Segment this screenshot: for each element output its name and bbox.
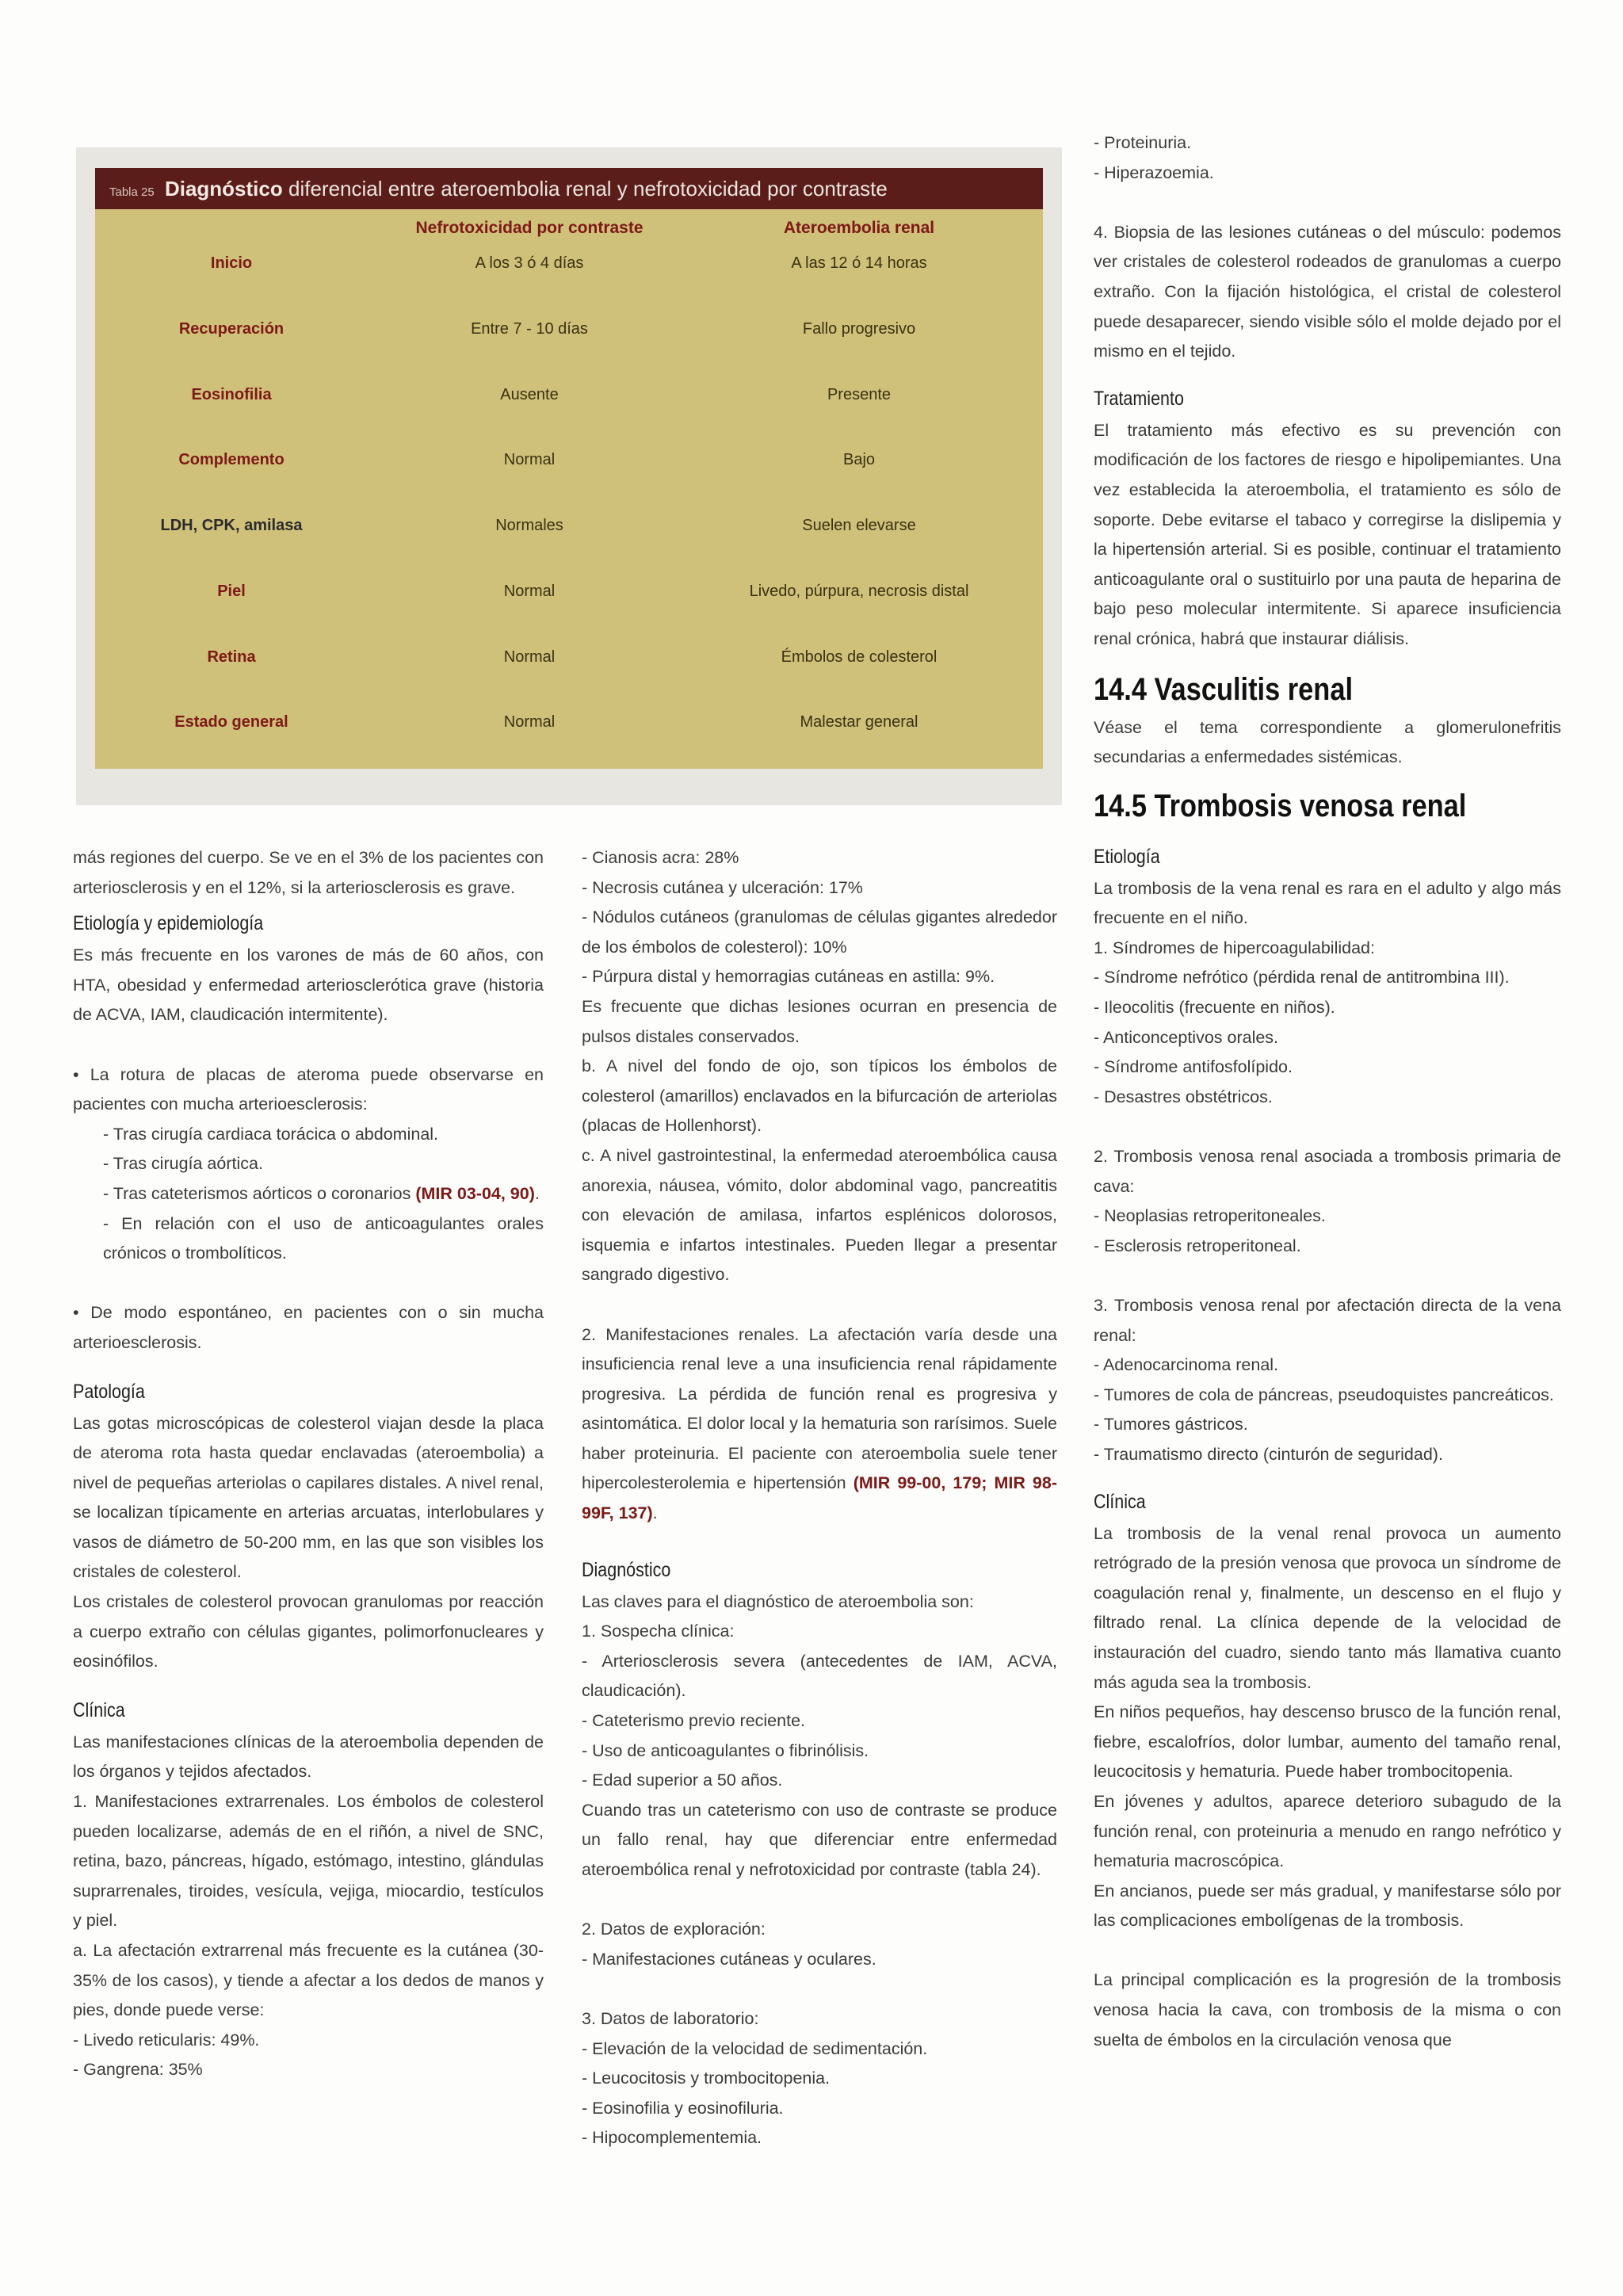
list-item: - Esclerosis retroperitoneal. — [1094, 1236, 1301, 1255]
list-item: - Tumores de cola de páncreas, pseudoquistes pancreáticos. — [1094, 1385, 1554, 1404]
list-item: - Tras cirugía cardiaca torácica o abdominal. — [103, 1124, 439, 1144]
paragraph: b. A nivel del fondo de ojo, son típicos los émbolos de colesterol (amarillos) enclavados en la bifurcación de arteriolas (placas de Hollenhorst). — [582, 1056, 1057, 1136]
table-row — [95, 706, 1043, 738]
row-label: Recuperación — [178, 320, 285, 338]
section-title-trombosis: 14.5 Trombosis venosa renal — [1094, 788, 1467, 823]
mir-reference: (MIR 03-04, 90) — [415, 1183, 535, 1203]
list-item: - Neoplasias retroperitoneales. — [1094, 1206, 1326, 1226]
list-item: - Síndrome nefrótico (pérdida renal de antitrombina III). — [1094, 968, 1510, 988]
paragraph: a. La afectación extrarrenal más frecuente es la cutánea (30-35% de los casos), y tiende a afectar a los dedos de manos y pies, donde puede verse: — [73, 1941, 544, 2020]
table-row — [95, 510, 1043, 541]
row-label: Complemento — [178, 451, 285, 468]
cell-contrast: Ausente — [500, 386, 559, 403]
list-item: - Uso de anticoagulantes o fibrinólisis. — [582, 1740, 869, 1760]
section-heading-patologia: Patología — [73, 1380, 145, 1403]
cell-atheroembolia: Émbolos de colesterol — [781, 648, 938, 666]
paragraph: Es más frecuente en los varones de más de 60 años, con HTA, obesidad y enfermedad arteriosclerótica grave (historia de ACVA, IAM, claudicación intermitente). — [73, 946, 544, 1025]
table-title — [95, 168, 1043, 209]
cell-contrast: Normal — [503, 648, 556, 666]
right-column — [1094, 128, 1561, 2055]
row-label: Piel — [217, 583, 246, 600]
table-row — [95, 444, 1043, 476]
list-item: - Cianosis acra: 28% — [582, 848, 739, 867]
table-row — [95, 641, 1043, 673]
paragraph: En ancianos, puede ser más gradual, y manifestarse sólo por las complicaciones embolígenas de la trombosis. — [1094, 1881, 1561, 1931]
table-row — [95, 313, 1043, 345]
list-item: - Ileocolitis (frecuente en niños). — [1094, 998, 1335, 1018]
table-row — [95, 247, 1043, 279]
table-number: Tabla 25 — [109, 185, 155, 199]
list-item: - Edad superior a 50 años. — [582, 1771, 783, 1790]
differential-table — [76, 147, 1062, 805]
table-body — [95, 209, 1043, 769]
list-item: 2. Trombosis venosa renal asociada a trombosis primaria de cava: — [1094, 1147, 1561, 1196]
cell-atheroembolia: Livedo, púrpura, necrosis distal — [749, 583, 969, 600]
cell-atheroembolia: A las 12 ó 14 horas — [791, 254, 927, 272]
list-item: - Adenocarcinoma renal. — [1094, 1355, 1279, 1375]
cell-contrast: Entre 7 - 10 días — [471, 320, 588, 338]
list-item: - Púrpura distal y hemorragias cutáneas en astilla: 9%. — [582, 967, 995, 987]
list-item: - Necrosis cutánea y ulceración: 17% — [582, 877, 863, 897]
section-heading-clinica: Clínica — [73, 1698, 125, 1721]
bullet-item: • La rotura de placas de ateroma puede observarse en pacientes con mucha arterioesclerosis: — [73, 1064, 544, 1114]
cell-atheroembolia: Bajo — [842, 451, 876, 468]
paragraph: 1. Manifestaciones extrarrenales. Los émbolos de colesterol pueden localizarse, además de en el riñón, a nivel de SNC, retina, bazo, páncreas, hígado, estómago, intestino, glándulas suprarrenales, tiroides, vesícula, vejiga, miocardio, testículos y piel. — [73, 1792, 544, 1931]
paragraph: c. A nivel gastrointestinal, la enfermedad ateroembólica causa anorexia, náusea, vómito, dolor abdominal vago, pancreatitis con elevación de amilasa, infartos esplénicos dolorosos, isquemia e infartos intestinales. Pueden llegar a presentar sangrado digestivo. — [582, 1145, 1057, 1285]
cell-contrast: Normal — [503, 583, 556, 600]
row-label: Retina — [207, 648, 256, 666]
list-item: - Desastres obstétricos. — [1094, 1087, 1273, 1106]
paragraph: Las manifestaciones clínicas de la ateroembolia dependen de los órganos y tejidos afectados. — [73, 1732, 544, 1782]
paragraph: Las claves para el diagnóstico de ateroembolia son: — [582, 1591, 974, 1611]
list-item: - Arteriosclerosis severa (antecedentes de IAM, ACVA, claudicación). — [582, 1651, 1057, 1701]
table-row — [95, 379, 1043, 411]
list-item: - Leucocitosis y trombocitopenia. — [582, 2069, 831, 2088]
section-heading-clinica: Clínica — [1094, 1490, 1146, 1513]
list-item: 1. Síndromes de hipercoagulabilidad: — [1094, 938, 1375, 957]
paragraph: Los cristales de colesterol provocan granulomas por reacción a cuerpo extraño con células gigantes, polimorfonucleares y eosinófilos. — [73, 1592, 544, 1671]
paragraph: 4. Biopsia de las lesiones cutáneas o del músculo: podemos ver cristales de colesterol rodeados de granulomas a cuerpo extraño. Con la fijación histológica, el cristal de colesterol puede desaparecer, siendo visible sólo el molde dejado por el mismo en el tejido. — [1094, 222, 1561, 361]
list-item: - Livedo reticularis: 49%. — [73, 2030, 260, 2050]
list-item: - Tumores gástricos. — [1094, 1415, 1248, 1435]
section-heading-etiologia: Etiología y epidemiología — [73, 912, 264, 935]
list-item: - Eosinofilia y eosinofiluria. — [582, 2098, 784, 2118]
left-column — [73, 843, 544, 2085]
cell-atheroembolia: Suelen elevarse — [802, 517, 916, 534]
paragraph: En jóvenes y adultos, aparece deterioro subagudo de la función renal, con proteinuria a menudo en rango nefrótico y hematuria macroscópica. — [1094, 1791, 1561, 1871]
section-heading-tratamiento: Tratamiento — [1094, 387, 1184, 410]
column-header-contrast: Nefrotoxicidad por contraste — [415, 219, 643, 237]
column-header-atheroembolia: Ateroembolia renal — [783, 219, 935, 237]
list-item: - En relación con el uso de anticoagulantes orales crónicos o trombolíticos. — [103, 1213, 544, 1263]
table-title-keyword: Diagnóstico — [164, 177, 283, 201]
list-item: - Manifestaciones cutáneas y oculares. — [582, 1949, 876, 1969]
list-item: - Proteinuria. — [1094, 133, 1192, 152]
list-item: - Cateterismo previo reciente. — [582, 1711, 805, 1731]
list-item: 3. Trombosis venosa renal por afectación directa de la vena renal: — [1094, 1296, 1561, 1345]
list-item: 1. Sospecha clínica: — [582, 1622, 735, 1641]
cell-contrast: Normal — [503, 451, 556, 468]
section-heading-etiologia: Etiología — [1094, 845, 1160, 868]
paragraph: El tratamiento más efectivo es su prevención con modificación de los factores de riesgo e hipolipemiantes. Una vez establecida la ateroembolia, el tratamiento es sólo de soporte. Debe evitarse el tabaco y corregirse la dislipemia y la hipertensión arterial. Si es posible, continuar el tratamiento anticoagulante oral o sustituirlo por una pauta de heparina de bajo peso molecular intermitente. Si aparece insuficiencia renal crónica, habrá que instaurar diálisis. — [1094, 420, 1561, 648]
paragraph: 2. Manifestaciones renales. La afectación varía desde una insuficiencia renal leve a una insuficiencia renal rápidamente progresiva. La pérdida de función renal es progresiva y asintomática. El dolor local y la hematuria son rarísimos. Suele haber proteinuria. El paciente con ateroembolia suele tener hipercolesterolemia e hipertensión (MIR 99-00, 179; MIR 98-99F, 137). — [582, 1324, 1057, 1523]
list-item: - Anticonceptivos orales. — [1094, 1027, 1279, 1047]
paragraph: Véase el tema correspondiente a glomerulonefritis secundarias a enfermedades sistémicas. — [1094, 717, 1561, 767]
paragraph: La trombosis de la venal renal provoca un aumento retrógrado de la presión venosa que provoca un síndrome de coagulación renal y, finalmente, un descenso en el flujo y filtrado renal. La clínica depende de la velocidad de instauración del cuadro, siendo tanto más llamativa cuanto más aguda sea la trombosis. — [1094, 1523, 1561, 1692]
table-title-text: diferencial entre ateroembolia renal y nefrotoxicidad por contraste — [288, 177, 888, 201]
section-title-vasculitis: 14.4 Vasculitis renal — [1094, 671, 1354, 707]
cell-atheroembolia: Presente — [827, 386, 892, 403]
list-item: - Elevación de la velocidad de sedimentación. — [582, 2038, 928, 2058]
section-heading-diagnostico: Diagnóstico — [582, 1558, 671, 1581]
cell-contrast: Normal — [503, 713, 556, 731]
list-item: - Hiperazoemia. — [1094, 162, 1214, 182]
list-item: - Gangrena: 35% — [73, 2060, 203, 2080]
mir-reference: (MIR 99-00, 179; MIR 98-99F, 137) — [582, 1473, 1057, 1523]
list-item: 2. Datos de exploración: — [582, 1920, 766, 1939]
cell-atheroembolia: Malestar general — [800, 713, 918, 731]
paragraph: La trombosis de la vena renal es rara en el adulto y algo más frecuente en el niño. — [1094, 878, 1561, 928]
list-item: - Traumatismo directo (cinturón de seguridad). — [1094, 1444, 1443, 1464]
cell-atheroembolia: Fallo progresivo — [802, 320, 916, 338]
list-item: - Hipocomplementemia. — [582, 2128, 762, 2148]
row-label: Estado general — [174, 713, 288, 731]
cell-contrast: A los 3 ó 4 días — [475, 254, 584, 272]
list-item: - Síndrome antifosfolípido. — [1094, 1057, 1293, 1077]
bullet-item: • De modo espontáneo, en pacientes con o sin mucha arterioesclerosis. — [73, 1303, 544, 1352]
row-label: Eosinofilia — [191, 386, 272, 403]
middle-column — [582, 843, 1057, 2153]
row-label: LDH, CPK, amilasa — [160, 517, 303, 534]
paragraph: En niños pequeños, hay descenso brusco de la función renal, fiebre, escalofríos, dolor lumbar, aumento del tamaño renal, leucocitosis y hematuria. Puede haber trombocitopenia. — [1094, 1702, 1561, 1782]
paragraph: más regiones del cuerpo. Se ve en el 3% de los pacientes con arteriosclerosis y en el 12%, si la arteriosclerosis es grave. — [73, 848, 544, 897]
list-item: - Tras cateterismos aórticos o coronarios (MIR 03-04, 90). — [103, 1183, 540, 1203]
table-row — [95, 575, 1043, 607]
row-label: Inicio — [210, 254, 253, 272]
list-item: - Nódulos cutáneos (granulomas de células gigantes alrededor de los émbolos de colesterol): 10% — [582, 907, 1057, 957]
cell-contrast: Normales — [495, 517, 563, 534]
paragraph: La principal complicación es la progresión de la trombosis venosa hacia la cava, con trombosis de la misma o con suelta de émbolos en la circulación venosa que — [1094, 1970, 1561, 2050]
list-item: - Tras cirugía aórtica. — [103, 1154, 263, 1174]
paragraph: Las gotas microscópicas de colesterol viajan desde la placa de ateroma rota hasta quedar enclavadas (ateroembolia) a nivel de pequeñas arteriolas o capilares distales. A nivel renal, se localizan típicamente en arterias arcuatas, interlobulares y vasos de diámetro de 50-200 mm, en las que son visibles los cristales de colesterol. — [73, 1413, 544, 1582]
paragraph: Es frecuente que dichas lesiones ocurran en presencia de pulsos distales conservados. — [582, 996, 1057, 1046]
list-item: 3. Datos de laboratorio: — [582, 2008, 759, 2028]
paragraph: Cuando tras un cateterismo con uso de contraste se produce un fallo renal, hay que diferenciar entre enfermedad ateroembólica renal y nefrotoxicidad por contraste (tabla 24). — [582, 1800, 1057, 1879]
